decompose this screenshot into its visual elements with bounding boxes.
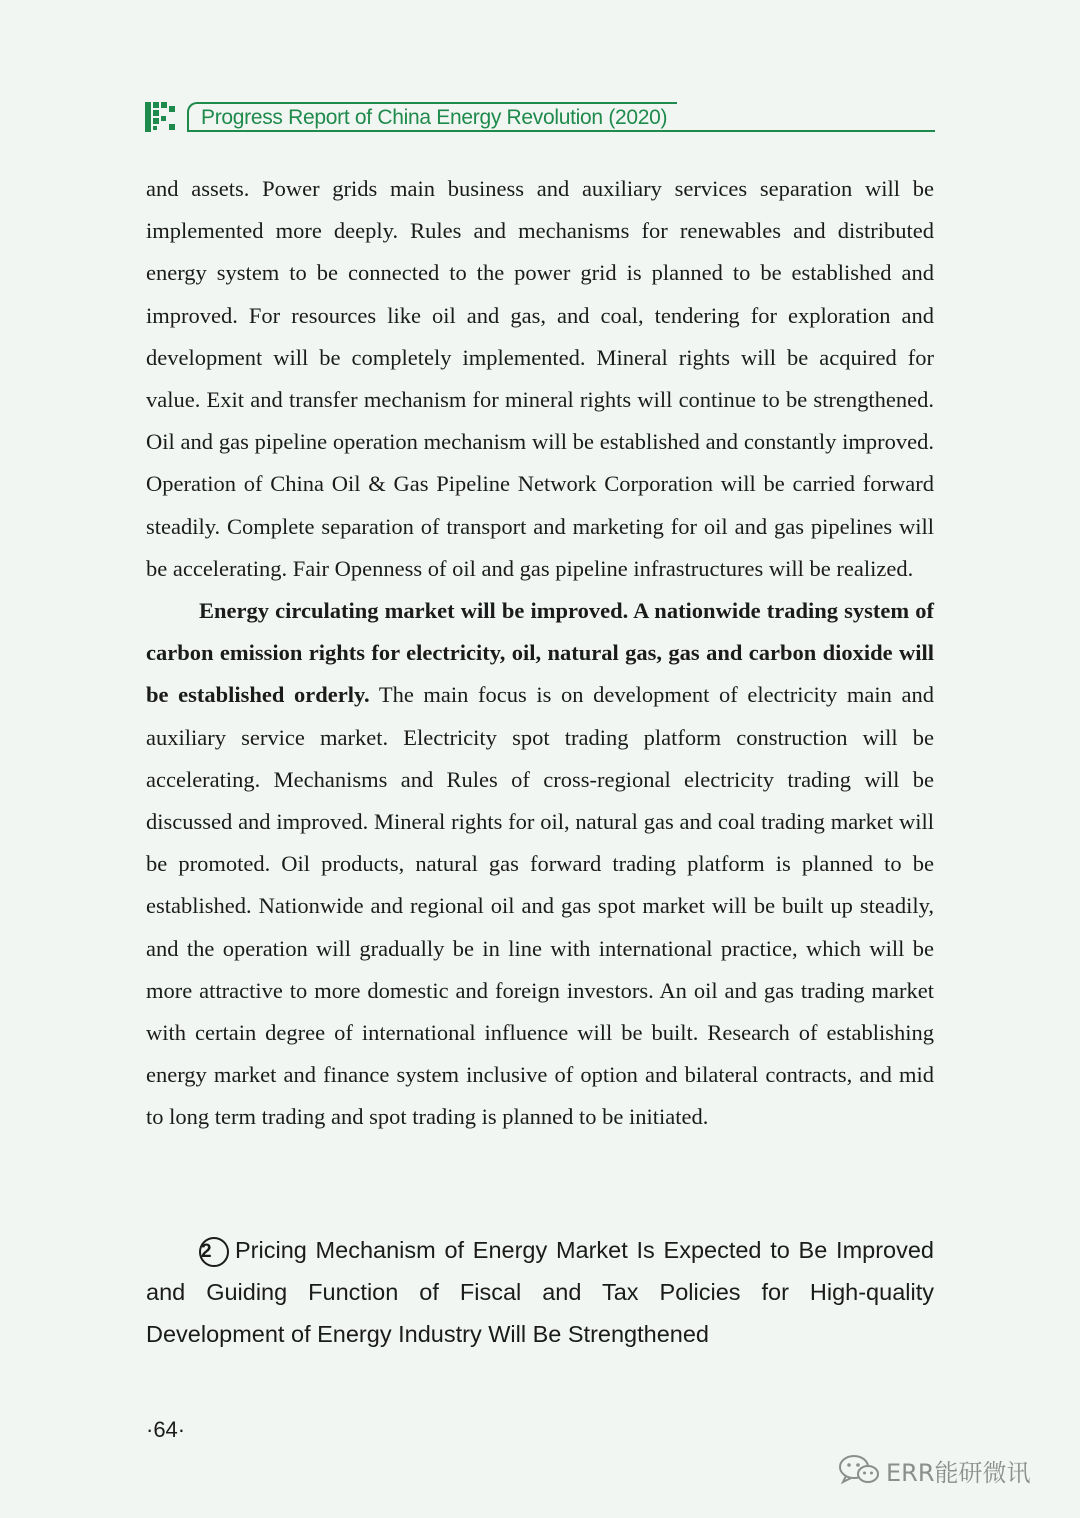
watermark	[838, 1452, 1031, 1488]
body-text	[146, 168, 934, 1139]
paragraph-text: and assets. Power grids main business and auxiliary services separation will be implemented more deeply. Rules and mechanisms for renewables and distributed energy system to be connected to the power grid is planned to be established and improved. For resources like oil and gas, and coal, tendering for exploration and development will be completely implemented. Mineral rights will be acquired for value. Exit and transfer mechanism for mineral rights will continue to be strengthened. Oil and gas pipeline operation mechanism will be established and constantly improved. Operation of China Oil & Gas Pipeline Network Corporation will be carried forward steadily. Complete separation of transport and marketing for oil and gas pipelines will be accelerating. Fair Openness of oil and gas pipeline infrastructures will be realized.	[146, 176, 934, 581]
paragraph-lead: Energy circulating market will be improved. A nationwide trading system of carbon emission rights for electricity, oil, natural gas, gas and carbon dioxide will be established orderly.	[146, 598, 934, 708]
page-number: ·64·	[146, 1417, 186, 1442]
section-subheading	[146, 1229, 934, 1356]
wechat-icon	[838, 1454, 880, 1486]
section-number: 2	[199, 1237, 229, 1267]
report-title: Progress Report of China Energy Revolution (2020)	[187, 102, 677, 132]
paragraph-text: The main focus is on development of electricity main and auxiliary service market. Electricity spot trading platform construction will be accelerating. Mechanisms and Rules of cross-regional electricity trading will be discussed and improved. Mineral rights for oil, natural gas and coal trading market will be promoted. Oil products, natural gas forward trading platform is planned to be established. Nationwide and regional oil and gas spot market will be built up steadily, and the operation will gradually be in line with international practice, which will be more attractive to more domestic and foreign investors. An oil and gas trading market with certain degree of international influence will be built. Research of establishing energy market and finance system inclusive of option and bilateral contracts, and mid to long term trading and spot trading is planned to be initiated.	[146, 682, 934, 1130]
subheading-text: Pricing Mechanism of Energy Market Is Expected to Be Improved and Guiding Function of Fiscal and Tax Policies for High-quality Development of Energy Industry Will Be Strengthened	[146, 1237, 934, 1348]
paragraph	[146, 168, 934, 590]
report-logo-icon	[145, 102, 177, 132]
header-divider	[187, 130, 935, 132]
running-header	[145, 100, 935, 134]
watermark-text: ERR能研微讯	[886, 1458, 1031, 1487]
paragraph	[146, 590, 934, 1139]
